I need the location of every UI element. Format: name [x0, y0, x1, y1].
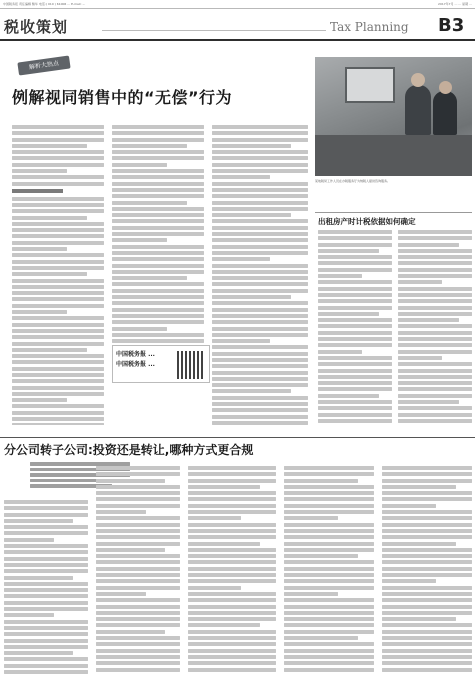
bottom-text-column-4: [284, 466, 374, 682]
ribbon-badge: 解析大热点: [17, 55, 70, 75]
top-info-right: 2017年7月 ... ... 星期 ...: [438, 2, 472, 6]
bottom-text-column-1: [4, 500, 88, 682]
section-title-cn: 税收策划: [4, 18, 69, 36]
article2-text-column-2: [398, 230, 472, 430]
article-text-column-3: [212, 125, 308, 425]
bottom-text-column-5: [382, 466, 472, 682]
article-headline: 例解视同销售中的“无偿”行为: [12, 88, 233, 107]
section-header: [0, 9, 475, 41]
top-info-left: 中国税务报 责任编辑 鲍华 电话:( 010 ) 61006 ... E-mail: ...: [3, 2, 86, 6]
qr-code-icon: [177, 351, 205, 379]
photo-caption: 某地税局工作人员在办税服务厅为纳税人提供咨询服务。: [315, 179, 391, 183]
article2-divider: [315, 212, 472, 213]
page-number: B3: [438, 15, 465, 36]
bottom-article-title: 分公司转子公司:投资还是转让,哪种方式更合规: [4, 443, 254, 457]
photo-person-2: [433, 91, 457, 135]
photo-screen: [345, 67, 395, 103]
qr-line-1: 中国税务报 ...: [116, 351, 155, 358]
qr-promo-box: [112, 345, 210, 383]
photo-person-1: [405, 85, 431, 135]
photo-person-2-head: [439, 81, 452, 94]
article-text-column-1: [12, 125, 104, 425]
section-title-en: Tax Planning: [330, 20, 409, 34]
article2-title: 出租房产时计税依据如何确定: [318, 217, 416, 226]
bottom-text-column-3: [188, 466, 276, 682]
photo-person-1-head: [411, 73, 425, 87]
article2-text-column-1: [318, 230, 392, 430]
bottom-article-divider: [0, 437, 475, 438]
qr-line-2: 中国税务报 ...: [116, 361, 155, 368]
photo-desk: [315, 135, 472, 176]
bottom-text-column-2: [96, 466, 180, 682]
page-top-info-bar: [0, 0, 475, 9]
header-divider: [102, 30, 326, 31]
article-photo: [315, 57, 472, 176]
